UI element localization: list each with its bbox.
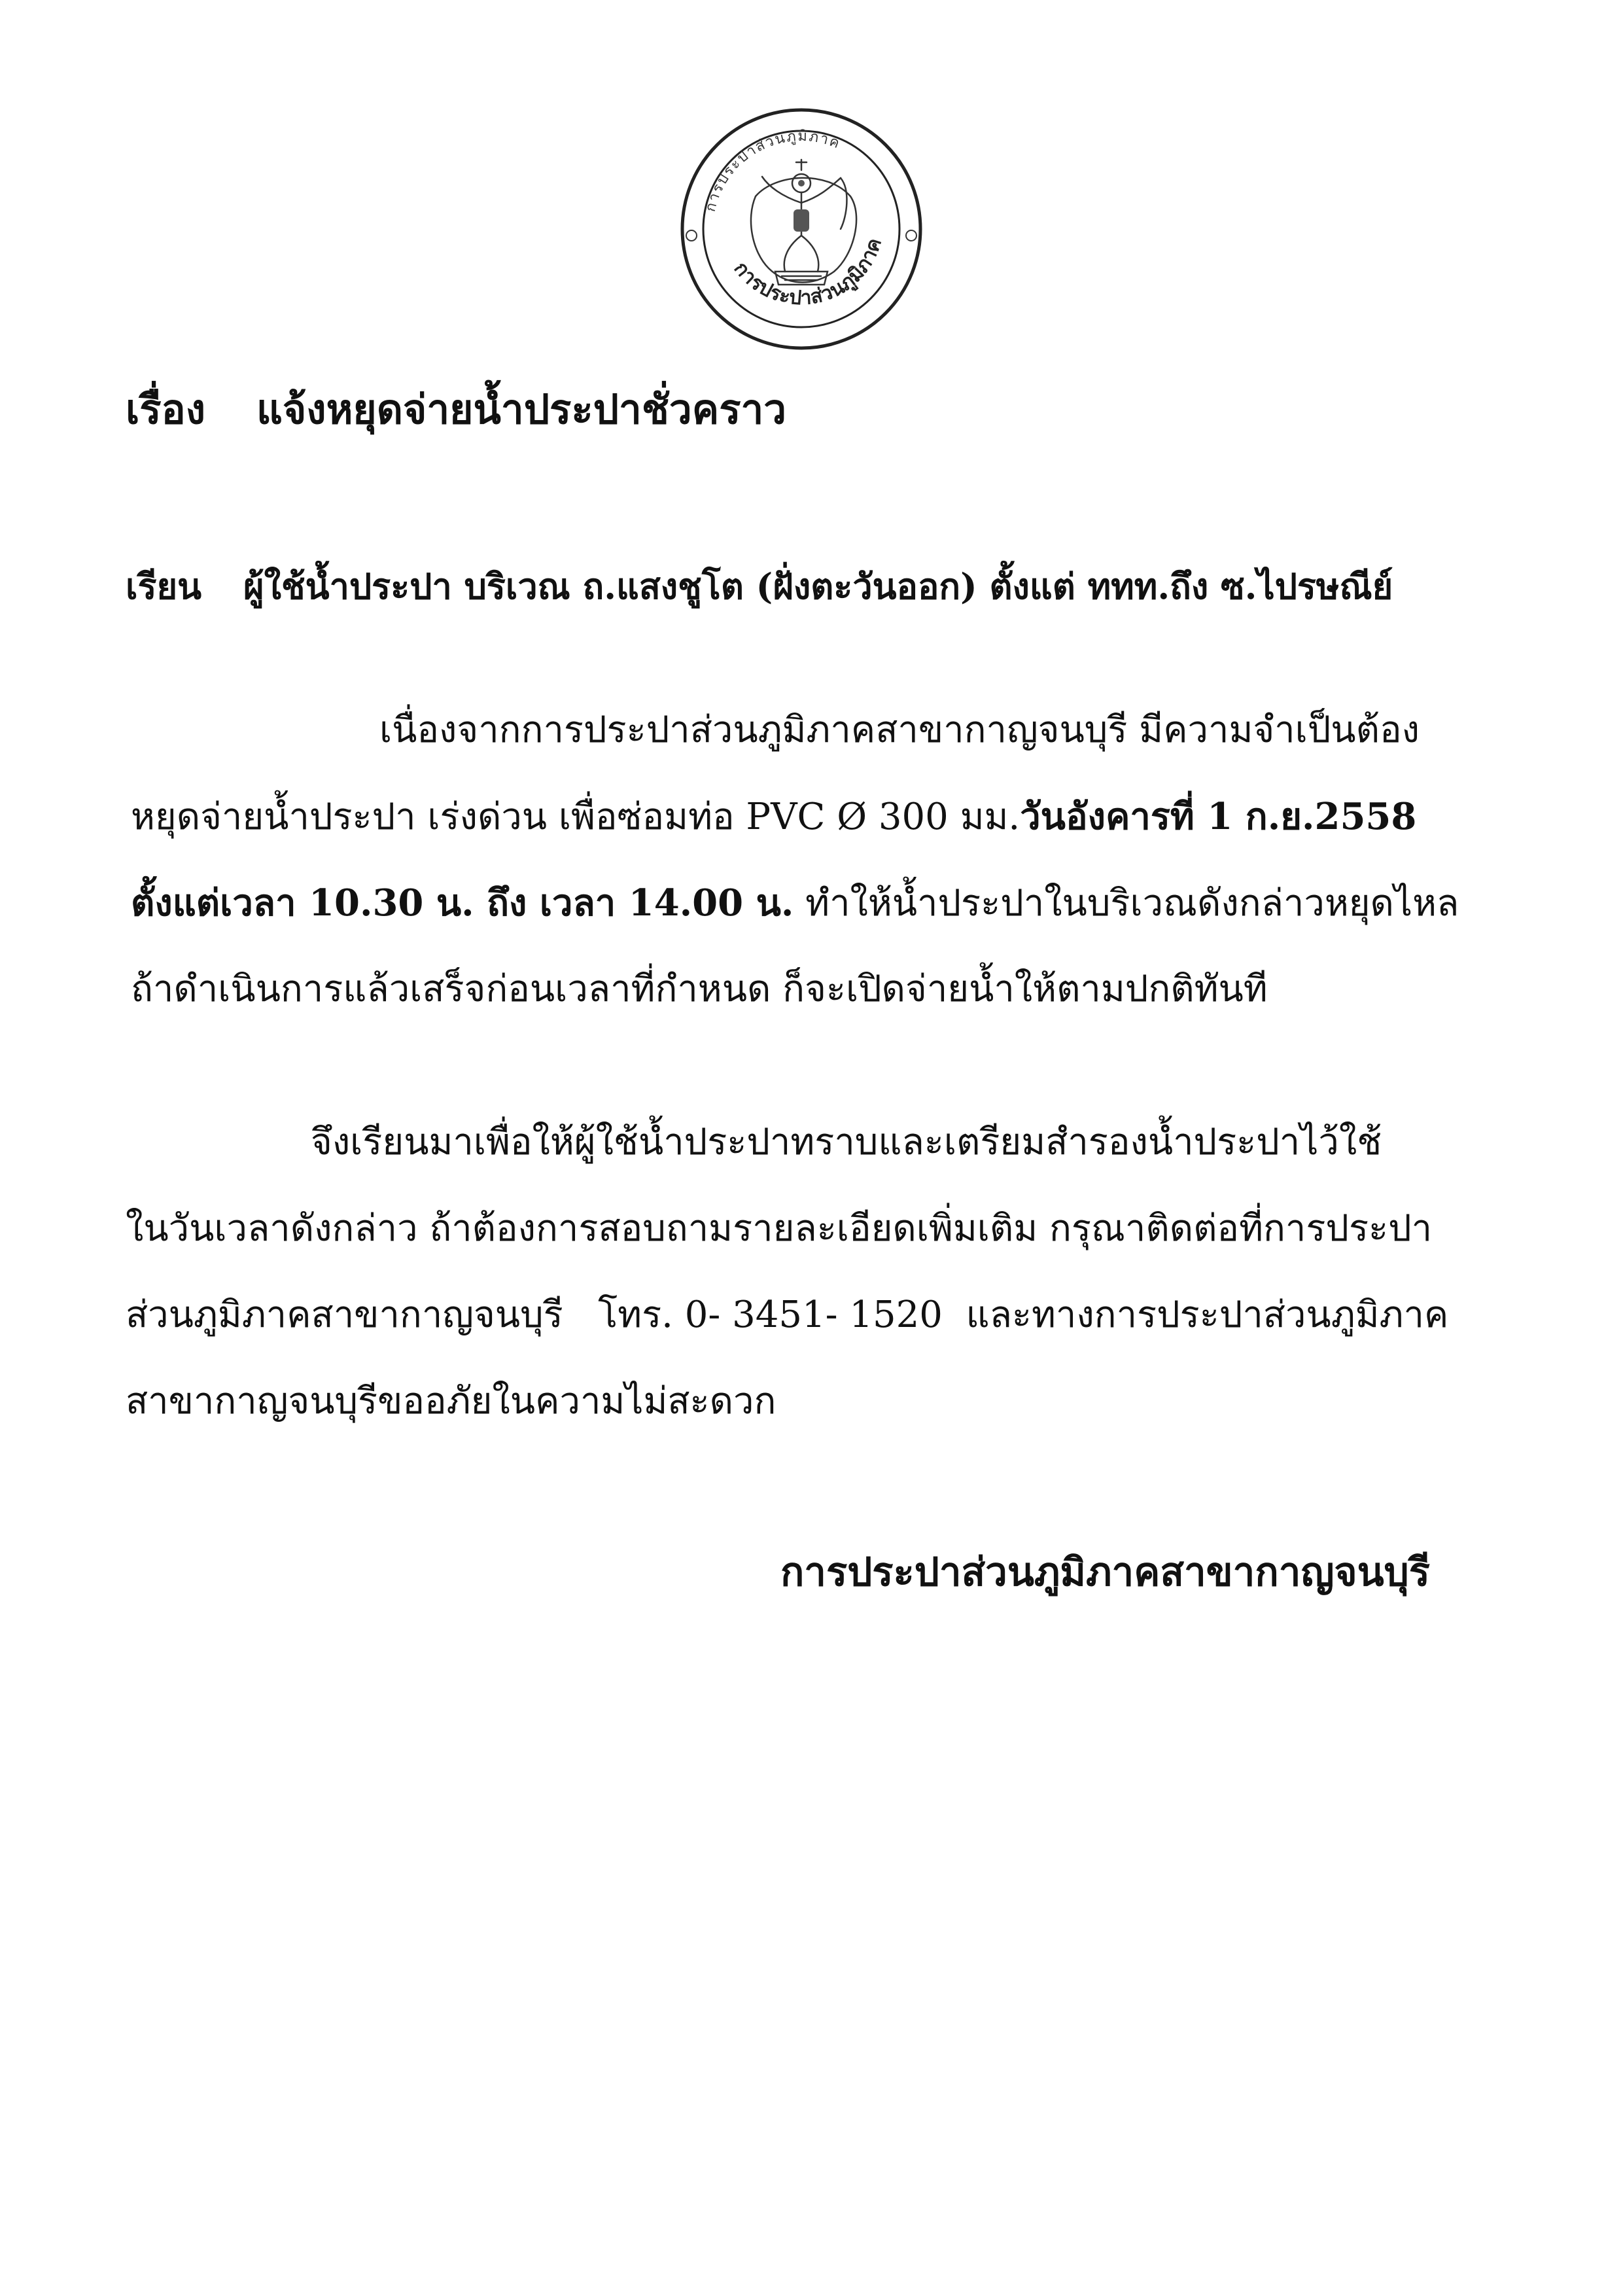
subject-line xyxy=(126,386,786,433)
pwa-seal-logo xyxy=(677,105,926,353)
seal-bottom-text: การประปาส่วนภูมิภาค xyxy=(729,235,886,310)
svg-text:การประปาส่วนภูมิภาค xyxy=(729,236,886,310)
paragraph1-line2-text: หยุดจ่ายน้ำประปา เร่งด่วน เพื่อซ่อมท่อ PVC Ø 300 มม. xyxy=(131,796,1021,838)
recipient-text: ผู้ใช้น้ำประปา บริเวณ ถ.แสงชูโต (ฝั่งตะวันออก) ตั้งแต่ ททท.ถึง ซ.ไปรษณีย์ xyxy=(243,565,1393,607)
recipient-label: เรียน xyxy=(126,565,202,607)
paragraph1-line2 xyxy=(131,793,1416,841)
paragraph1-line1: เนื่องจากการประปาส่วนภูมิภาคสาขากาญจนบุรี มีความจำเป็นต้อง xyxy=(379,709,1420,751)
seal-top-text: การประปาส่วนภูมิภาค xyxy=(702,128,843,214)
signature-organization: การประปาส่วนภูมิภาคสาขากาญจนบุรี xyxy=(780,1549,1430,1595)
recipient-line xyxy=(126,563,1393,610)
paragraph1-line3 xyxy=(131,879,1459,927)
paragraph2-line2: ในวันเวลาดังกล่าว ถ้าต้องการสอบถามรายละเอียดเพิ่มเติม กรุณาติดต่อที่การประปา xyxy=(126,1207,1433,1250)
subject-text: แจ้งหยุดจ่ายน้ำประปาชั่วคราว xyxy=(256,385,787,433)
paragraph2-line1: จึงเรียนมาเพื่อให้ผู้ใช้น้ำประปาทราบและเตรียมสำรองน้ำประปาไว้ใช้ xyxy=(311,1121,1382,1163)
paragraph2-line3: ส่วนภูมิภาคสาขากาญจนบุรี โทร. 0- 3451- 1520 และทางการประปาส่วนภูมิภาค xyxy=(126,1294,1449,1336)
paragraph1-line3-text: ทำให้น้ำประปาในบริเวณดังกล่าวหยุดไหล xyxy=(794,882,1459,925)
outage-time: ตั้งแต่เวลา 10.30 น. ถึง เวลา 14.00 น. xyxy=(131,881,794,925)
paragraph1-line4: ถ้าดำเนินการแล้วเสร็จก่อนเวลาที่กำหนด ก็จะเปิดจ่ายน้ำให้ตามปกติทันที xyxy=(131,968,1268,1010)
outage-date: วันอังคารที่ 1 ก.ย.2558 xyxy=(1020,795,1417,838)
paragraph2-line4: สาขากาญจนบุรีขออภัยในความไม่สะดวก xyxy=(126,1380,777,1422)
subject-label: เรื่อง xyxy=(126,385,206,433)
